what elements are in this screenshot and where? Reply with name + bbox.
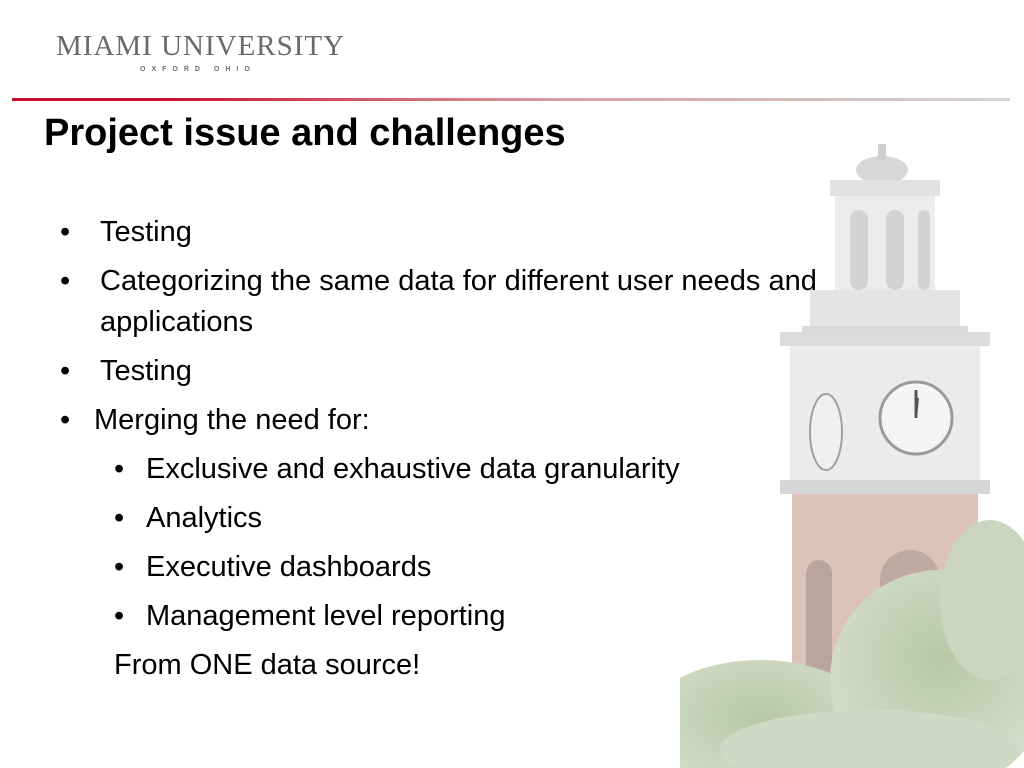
bullet-icon: • [60,265,71,297]
slide-title: Project issue and challenges [44,112,566,154]
list-item-continued: applications [100,306,254,338]
bullet-icon: • [60,404,71,436]
bullet-icon: • [114,502,125,534]
bullet-icon: • [114,453,125,485]
list-item: Merging the need for: [94,404,370,436]
sub-list-item: Analytics [146,502,263,534]
header-rule [12,98,1010,101]
list-item: Categorizing the same data for different user needs and [100,265,817,297]
bullet-icon: • [60,216,71,248]
list-item: Testing [100,216,192,248]
bullet-icon: • [114,600,125,632]
sub-list-item: Exclusive and exhaustive data granularity [146,453,680,485]
sub-list-item: Executive dashboards [146,551,432,583]
logo-subtitle: OXFORD OHIO [140,66,256,73]
bullet-icon: • [114,551,125,583]
bullet-icon: • [60,355,71,387]
clock-tower-image [680,140,1024,768]
university-logo [56,32,345,73]
sub-list-item: Management level reporting [146,600,506,632]
list-item: Testing [100,355,192,387]
closing-line: From ONE data source! [114,649,421,681]
logo-name: MIAMI UNIVERSITY [56,30,346,62]
